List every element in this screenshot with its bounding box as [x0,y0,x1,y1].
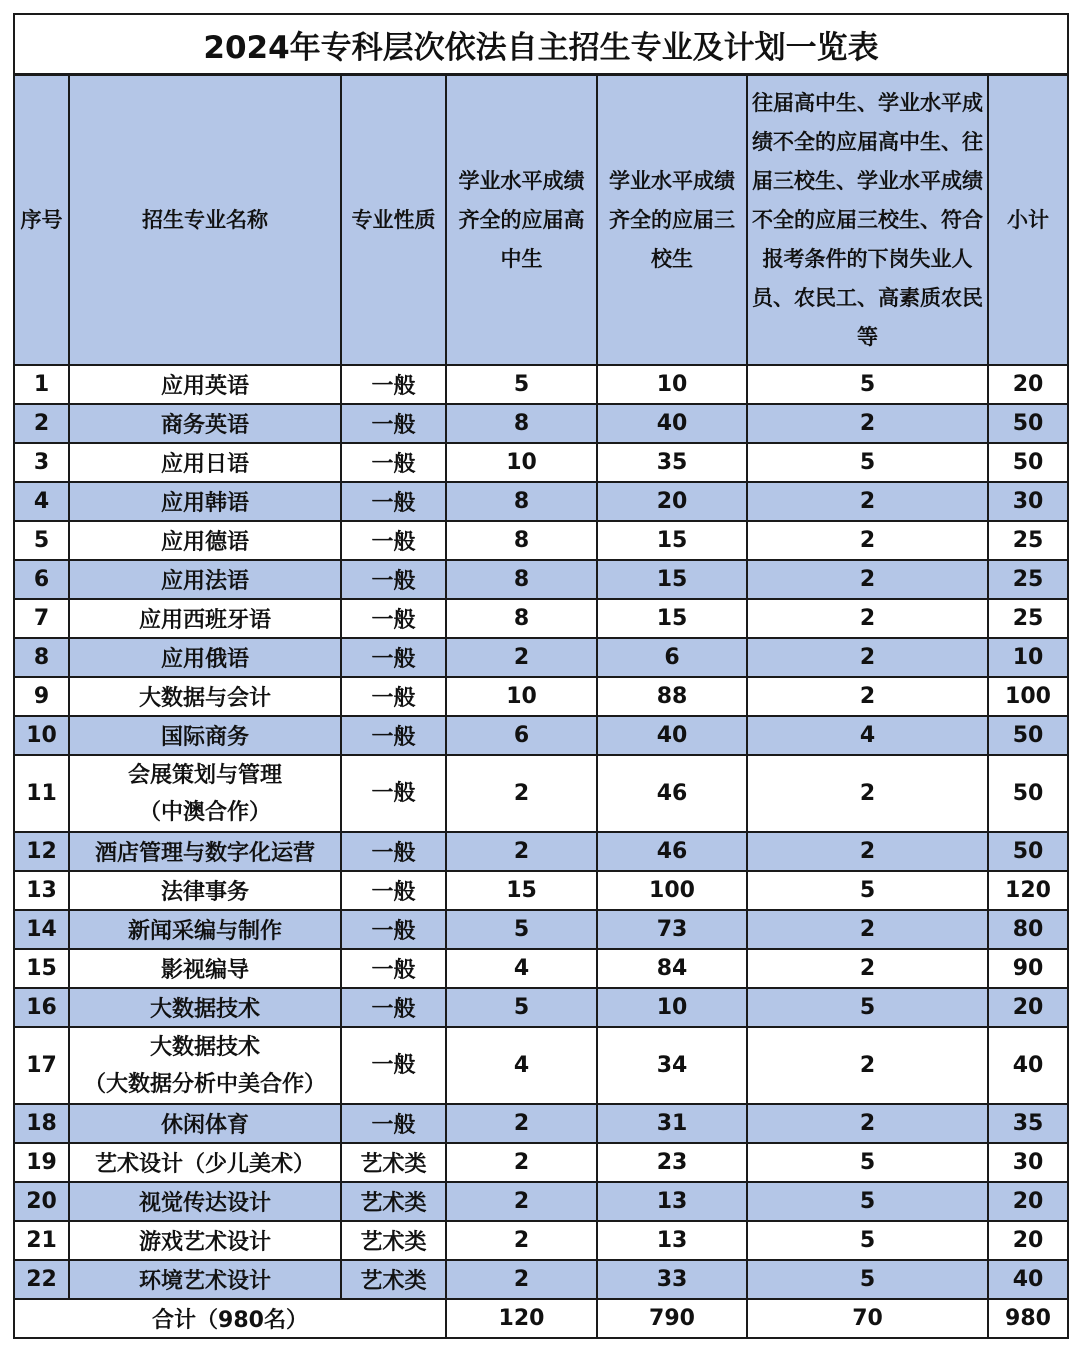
table-row [14,677,1068,716]
nature-cell: 一般 [341,365,446,404]
complete-high-school-cell: 2 [446,1221,597,1260]
major-name-cell [69,677,341,716]
nature-cell: 艺术类 [341,1143,446,1182]
other-applicants-cell: 2 [747,910,988,949]
table-row [14,1104,1068,1143]
other-applicants-cell: 2 [747,560,988,599]
nature-cell: 一般 [341,677,446,716]
seq-cell: 9 [14,677,69,716]
subtotal-cell: 80 [988,910,1068,949]
nature-cell: 一般 [341,949,446,988]
complete-vocational-cell: 40 [597,404,747,443]
major-name: 应用法语 [160,569,249,594]
major-name-cell [69,638,341,677]
major-name: 国际商务 [160,725,249,750]
other-applicants-cell: 2 [747,638,988,677]
complete-vocational-cell: 100 [597,871,747,910]
complete-vocational-cell: 15 [597,599,747,638]
subtotal-cell: 20 [988,1221,1068,1260]
header-seq: 序号 [14,75,69,366]
major-name-cell [69,599,341,638]
subtotal-cell: 40 [988,1027,1068,1104]
nature-cell: 一般 [341,871,446,910]
seq-cell: 14 [14,910,69,949]
subtotal-cell: 90 [988,949,1068,988]
header-row [14,75,1068,366]
subtotal-cell: 25 [988,521,1068,560]
subtotal-cell: 20 [988,988,1068,1027]
table-row [14,910,1068,949]
major-name-cell [69,949,341,988]
other-applicants-cell: 5 [747,988,988,1027]
complete-vocational-cell: 46 [597,832,747,871]
subtotal-cell: 20 [988,1182,1068,1221]
table-row [14,1143,1068,1182]
complete-high-school-cell: 8 [446,521,597,560]
major-name-cell [69,482,341,521]
major-name-cell [69,716,341,755]
major-name-cell [69,832,341,871]
table-row [14,365,1068,404]
major-name-cell [69,365,341,404]
other-applicants-cell: 2 [747,1027,988,1104]
complete-high-school-cell: 2 [446,638,597,677]
major-name: 应用日语 [160,452,249,477]
major-name-note: （大数据分析中美合作） [83,1071,326,1097]
table-row [14,1260,1068,1299]
complete-vocational-cell: 23 [597,1143,747,1182]
complete-high-school-cell: 5 [446,365,597,404]
seq-cell: 18 [14,1104,69,1143]
major-name: 大数据与会计 [138,686,271,711]
nature-cell: 一般 [341,599,446,638]
major-name: 会展策划与管理 [127,762,282,788]
nature-cell: 一般 [341,560,446,599]
header-nature: 专业性质 [341,75,446,366]
table-row [14,482,1068,521]
major-name: 大数据技术 [149,1034,260,1060]
complete-high-school-cell: 4 [446,949,597,988]
major-name: 应用德语 [160,530,249,555]
major-name: 影视编导 [160,958,249,983]
nature-cell: 一般 [341,521,446,560]
complete-high-school-cell: 10 [446,677,597,716]
subtotal-cell: 120 [988,871,1068,910]
complete-vocational-cell: 13 [597,1182,747,1221]
complete-vocational-cell: 34 [597,1027,747,1104]
seq-cell: 22 [14,1260,69,1299]
seq-cell: 8 [14,638,69,677]
nature-cell: 一般 [341,1027,446,1104]
complete-vocational-cell: 73 [597,910,747,949]
major-name: 游戏艺术设计 [138,1230,271,1255]
subtotal-cell: 40 [988,1260,1068,1299]
major-name: 商务英语 [160,413,249,438]
major-name-cell [69,560,341,599]
other-applicants-cell: 2 [747,521,988,560]
total-label: 合计（980名） [14,1299,446,1338]
subtotal-cell: 50 [988,716,1068,755]
seq-cell: 13 [14,871,69,910]
table-row [14,832,1068,871]
major-name-cell [69,1182,341,1221]
nature-cell: 一般 [341,832,446,871]
seq-cell: 20 [14,1182,69,1221]
other-applicants-cell: 2 [747,949,988,988]
table-row [14,1027,1068,1104]
major-name-cell [69,404,341,443]
major-name-cell [69,755,341,832]
major-name-cell [69,1027,341,1104]
table-row [14,599,1068,638]
subtotal-cell: 25 [988,599,1068,638]
complete-vocational-cell: 15 [597,521,747,560]
complete-vocational-cell: 15 [597,560,747,599]
complete-vocational-cell: 84 [597,949,747,988]
total-other-applicants: 70 [747,1299,988,1338]
major-name: 艺术设计（少儿美术） [94,1152,315,1177]
title-row [14,14,1068,75]
total-subtotal: 980 [988,1299,1068,1338]
seq-cell: 12 [14,832,69,871]
subtotal-cell: 30 [988,482,1068,521]
table-row [14,949,1068,988]
seq-cell: 16 [14,988,69,1027]
subtotal-cell: 10 [988,638,1068,677]
total-complete-high-school: 120 [446,1299,597,1338]
subtotal-cell: 100 [988,677,1068,716]
nature-cell: 艺术类 [341,1221,446,1260]
nature-cell: 一般 [341,1104,446,1143]
seq-cell: 3 [14,443,69,482]
seq-cell: 21 [14,1221,69,1260]
major-name: 休闲体育 [160,1113,249,1138]
header-major: 招生专业名称 [69,75,341,366]
complete-vocational-cell: 31 [597,1104,747,1143]
complete-vocational-cell: 10 [597,988,747,1027]
header-other-applicants: 往届高中生、学业水平成绩不全的应届高中生、往届三校生、学业水平成绩不全的应届三校生、符合报考条件的下岗失业人员、农民工、高素质农民等 [747,75,988,366]
table-row [14,1221,1068,1260]
complete-high-school-cell: 2 [446,1104,597,1143]
subtotal-cell: 50 [988,755,1068,832]
table-row [14,871,1068,910]
subtotal-cell: 35 [988,1104,1068,1143]
enrollment-plan-table [13,13,1069,1339]
seq-cell: 6 [14,560,69,599]
table-title: 2024年专科层次依法自主招生专业及计划一览表 [14,14,1068,75]
plan-table-container [13,13,1067,1339]
major-name: 大数据技术 [149,997,260,1022]
nature-cell: 一般 [341,910,446,949]
complete-vocational-cell: 10 [597,365,747,404]
nature-cell: 一般 [341,716,446,755]
complete-high-school-cell: 4 [446,1027,597,1104]
other-applicants-cell: 2 [747,599,988,638]
other-applicants-cell: 2 [747,677,988,716]
nature-cell: 一般 [341,755,446,832]
complete-vocational-cell: 33 [597,1260,747,1299]
complete-vocational-cell: 6 [597,638,747,677]
complete-high-school-cell: 8 [446,482,597,521]
nature-cell: 一般 [341,404,446,443]
major-name: 法律事务 [160,880,249,905]
subtotal-cell: 30 [988,1143,1068,1182]
complete-vocational-cell: 88 [597,677,747,716]
nature-cell: 艺术类 [341,1260,446,1299]
subtotal-cell: 20 [988,365,1068,404]
complete-high-school-cell: 8 [446,599,597,638]
seq-cell: 17 [14,1027,69,1104]
seq-cell: 19 [14,1143,69,1182]
major-name: 环境艺术设计 [138,1269,271,1294]
header-subtotal: 小计 [988,75,1068,366]
other-applicants-cell: 2 [747,404,988,443]
complete-high-school-cell: 5 [446,988,597,1027]
complete-vocational-cell: 40 [597,716,747,755]
complete-high-school-cell: 6 [446,716,597,755]
total-complete-vocational: 790 [597,1299,747,1338]
nature-cell: 艺术类 [341,1182,446,1221]
header-complete-high-school: 学业水平成绩齐全的应届高中生 [446,75,597,366]
major-name-cell [69,910,341,949]
seq-cell: 5 [14,521,69,560]
other-applicants-cell: 2 [747,755,988,832]
major-name: 应用韩语 [160,491,249,516]
complete-high-school-cell: 2 [446,832,597,871]
complete-high-school-cell: 8 [446,560,597,599]
major-name: 新闻采编与制作 [127,919,282,944]
major-name-note: （中澳合作） [138,799,271,825]
nature-cell: 一般 [341,443,446,482]
major-name-cell [69,521,341,560]
major-name-cell [69,1143,341,1182]
subtotal-cell: 25 [988,560,1068,599]
seq-cell: 2 [14,404,69,443]
major-name-cell [69,1221,341,1260]
other-applicants-cell: 5 [747,1260,988,1299]
other-applicants-cell: 5 [747,443,988,482]
other-applicants-cell: 5 [747,1143,988,1182]
complete-vocational-cell: 46 [597,755,747,832]
complete-vocational-cell: 35 [597,443,747,482]
table-row [14,755,1068,832]
table-row [14,638,1068,677]
major-name-cell [69,443,341,482]
other-applicants-cell: 5 [747,871,988,910]
other-applicants-cell: 5 [747,365,988,404]
major-name: 应用英语 [160,374,249,399]
major-name-cell [69,988,341,1027]
subtotal-cell: 50 [988,832,1068,871]
total-row [14,1299,1068,1338]
major-name-cell [69,871,341,910]
other-applicants-cell: 2 [747,482,988,521]
other-applicants-cell: 4 [747,716,988,755]
complete-high-school-cell: 10 [446,443,597,482]
nature-cell: 一般 [341,482,446,521]
other-applicants-cell: 5 [747,1182,988,1221]
seq-cell: 15 [14,949,69,988]
complete-high-school-cell: 5 [446,910,597,949]
complete-vocational-cell: 20 [597,482,747,521]
seq-cell: 1 [14,365,69,404]
complete-vocational-cell: 13 [597,1221,747,1260]
complete-high-school-cell: 2 [446,1182,597,1221]
major-name: 应用俄语 [160,647,249,672]
table-row [14,988,1068,1027]
complete-high-school-cell: 8 [446,404,597,443]
table-row [14,521,1068,560]
major-name-cell [69,1104,341,1143]
other-applicants-cell: 2 [747,832,988,871]
major-name: 视觉传达设计 [138,1191,271,1216]
complete-high-school-cell: 2 [446,1143,597,1182]
header-complete-vocational: 学业水平成绩齐全的应届三校生 [597,75,747,366]
table-row [14,1182,1068,1221]
complete-high-school-cell: 15 [446,871,597,910]
table-row [14,404,1068,443]
major-name-cell [69,1260,341,1299]
table-row [14,443,1068,482]
complete-high-school-cell: 2 [446,755,597,832]
table-row [14,560,1068,599]
seq-cell: 7 [14,599,69,638]
complete-high-school-cell: 2 [446,1260,597,1299]
seq-cell: 11 [14,755,69,832]
nature-cell: 一般 [341,638,446,677]
subtotal-cell: 50 [988,443,1068,482]
major-name: 酒店管理与数字化运营 [94,841,315,866]
other-applicants-cell: 2 [747,1104,988,1143]
other-applicants-cell: 5 [747,1221,988,1260]
seq-cell: 4 [14,482,69,521]
major-name: 应用西班牙语 [138,608,271,633]
subtotal-cell: 50 [988,404,1068,443]
table-row [14,716,1068,755]
seq-cell: 10 [14,716,69,755]
nature-cell: 一般 [341,988,446,1027]
